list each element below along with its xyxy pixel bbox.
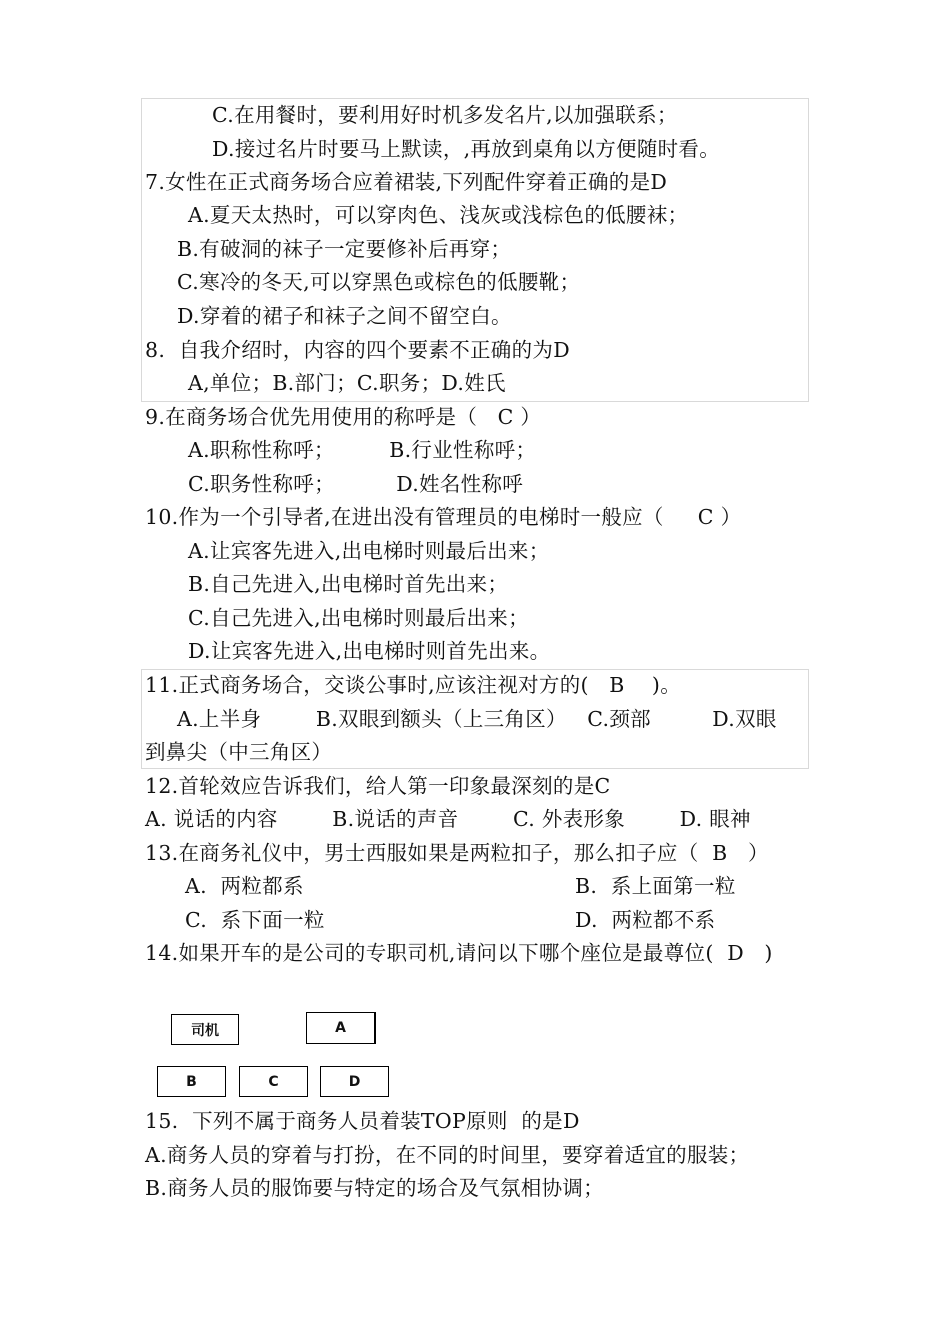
seat-a: A bbox=[306, 1012, 376, 1044]
question-14: 14.如果开车的是公司的专职司机,请问以下哪个座位是最尊位( D ) bbox=[145, 941, 773, 965]
option-6c: C.在用餐时，要利用好时机多发名片,以加强联系； bbox=[212, 103, 678, 127]
seat-b: B bbox=[157, 1066, 226, 1097]
option-13c: C. 系下面一粒 bbox=[185, 908, 325, 932]
option-13d: D. 两粒都不系 bbox=[575, 908, 716, 932]
option-15b: B.商务人员的服饰要与特定的场合及气氛相协调； bbox=[145, 1176, 604, 1200]
option-13a: A. 两粒都系 bbox=[185, 874, 304, 898]
option-13b: B. 系上面第一粒 bbox=[575, 874, 736, 898]
seat-c: C bbox=[239, 1066, 308, 1097]
question-10: 10.作为一个引导者,在进出没有管理员的电梯时一般应（ C ） bbox=[145, 505, 742, 529]
seat-d: D bbox=[320, 1066, 389, 1097]
option-6d: D.接过名片时要马上默读，,再放到桌角以方便随时看。 bbox=[212, 137, 721, 161]
options-9-row1: A.职称性称呼； B.行业性称呼； bbox=[188, 438, 537, 462]
option-7b: B.有破洞的袜子一定要修补后再穿； bbox=[177, 237, 512, 261]
question-12: 12.首轮效应告诉我们，给人第一印象最深刻的是C bbox=[145, 774, 611, 798]
option-10b: B.自己先进入,出电梯时首先出来； bbox=[188, 572, 509, 596]
question-13: 13.在商务礼仪中，男士西服如果是两粒扣子，那么扣子应（ B ） bbox=[145, 841, 769, 865]
question-11: 11.正式商务场合，交谈公事时,应该注视对方的( B )。 bbox=[145, 673, 681, 697]
options-12: A. 说话的内容 B.说话的声音 C. 外表形象 D. 眼神 bbox=[145, 807, 751, 831]
options-9-row2: C.职务性称呼； D.姓名性称呼 bbox=[188, 472, 524, 496]
seat-driver: 司机 bbox=[171, 1014, 239, 1045]
option-7a: A.夏天太热时，可以穿肉色、浅灰或浅棕色的低腰袜； bbox=[188, 203, 689, 227]
option-15a: A.商务人员的穿着与打扮，在不同的时间里，要穿着适宜的服装； bbox=[145, 1143, 750, 1167]
question-15: 15. 下列不属于商务人员着装TOP原则 的是D bbox=[145, 1109, 580, 1133]
options-11: A.上半身 B.双眼到额头（上三角区） C.颈部 D.双眼 bbox=[177, 707, 777, 731]
question-7: 7.女性在正式商务场合应着裙装,下列配件穿着正确的是D bbox=[145, 170, 668, 194]
option-7c: C.寒冷的冬天,可以穿黑色或棕色的低腰靴； bbox=[177, 270, 581, 294]
option-10c: C.自己先进入,出电梯时则最后出来； bbox=[188, 606, 529, 630]
option-10d: D.让宾客先进入,出电梯时则首先出来。 bbox=[188, 639, 551, 663]
question-8: 8. 自我介绍时，内容的四个要素不正确的为D bbox=[145, 338, 570, 362]
options-11-continued: 到鼻尖（中三角区） bbox=[145, 740, 333, 764]
option-10a: A.让宾客先进入,出电梯时则最后出来； bbox=[188, 539, 550, 563]
question-9: 9.在商务场合优先用使用的称呼是（ C ） bbox=[145, 405, 542, 429]
option-7d: D.穿着的裙子和袜子之间不留空白。 bbox=[177, 304, 512, 328]
options-8: A,单位；B.部门；C.职务；D.姓氏 bbox=[188, 371, 506, 395]
